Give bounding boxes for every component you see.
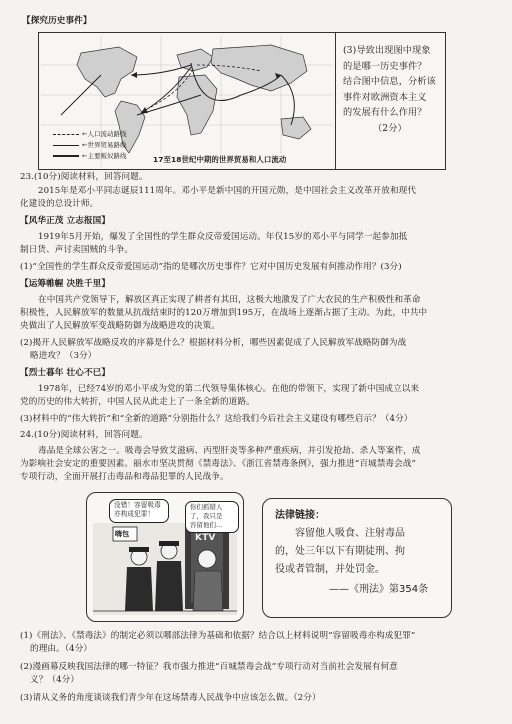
solid-line-icon [53, 145, 79, 146]
q23-section-1-line-1: 1919年5月开始，爆发了全国性的学生群众反帝爱国运动。年仅15岁的邓小平与同学一起参加抵 [38, 232, 408, 242]
q24-question-2-line-1: (2)漫画幕反映我国法律的哪一特征？我市强力推进“百城禁毒会战”专项行动对当前社会发展有何意 [20, 662, 398, 672]
cartoon-frame [86, 492, 244, 622]
q23-section-1-title: 【风华正茂 立志报国】 [20, 216, 111, 226]
q23-section-3-title: 【烈士暮年 壮心不已】 [20, 368, 111, 378]
q24-question-1-line-2: 的理由。（4分） [30, 644, 93, 654]
explore-question-3: (3)导致出现图中现象 的是哪一历史事件？ 结合图中信息，分析该 事件对欧洲资本主义 的发展有什么作用？ （2分） [343, 45, 436, 134]
explore-title: 【探究历史事件】 [22, 16, 92, 26]
thick-line-icon [53, 155, 79, 157]
q23-question-1: (1)“全国性的学生群众反帝爱国运动”指的是哪次历史事件？它对中国历史发展有何推动作用？(3分) [20, 262, 402, 272]
q23-section-2-line-3: 央做出了人民解放军变战略防御为战略进攻的决策。 [20, 321, 220, 331]
q23-section-3-line-1: 1978年，已经74岁的邓小平成为党的第二代领导集体核心。在他的带领下，实现了新中国成立以来 [38, 384, 420, 394]
law-line-3: 役或者管制，并处罚金。 [275, 564, 385, 575]
q23-section-2-line-2: 积极性，人民解放军的数量从抗战结束时的120万增加到195万，在战场上逐渐占据了主动。为此，中共中 [20, 308, 428, 318]
speech-bubble-police: 没错！容留吸毒 亦构成犯罪！ [109, 499, 169, 523]
q23-section-3-line-2: 党的历史的伟大转折，中国人民从此走上了一条全新的道路。 [20, 397, 255, 407]
q23-intro-line-2: 化建设的总设计师。 [20, 199, 99, 209]
law-source: ——《刑法》第354条 [329, 584, 429, 595]
q24-question-1-line-1: (1)《刑法》、《禁毒法》的制定必须以哪部法律为基础和依据？结合以上材料说明“容留吸毒亦构成犯罪” [20, 631, 416, 641]
law-link-title: 法律链接： [275, 510, 325, 521]
q23-question-3: (3)材料中的“伟大转折”和“全新的道路”分别指什么？这给我们今后社会主义建设有哪些启示？（4分） [20, 414, 413, 424]
q23-intro-line-1: 2015年是邓小平同志诞辰111周年。邓小平是新中国的开国元勋，是中国社会主义改革开放和现代 [38, 186, 417, 196]
q23-section-2-line-1: 在中国共产党领导下，解放区真正实现了耕者有其田，这极大地激发了广大农民的生产积极性和革命 [38, 295, 421, 305]
q24-intro-line-3: 专项行动，全面开展打击毒品和毒品犯罪的人民战争。 [20, 472, 229, 482]
q23-section-2-title: 【运筹帷幄 决胜千里】 [20, 279, 111, 289]
q23-question-2-line-1: (2)揭开人民解放军战略反攻的序幕是什么？根据材料分析，哪些因素促成了人民解放军战略防御为战 [20, 338, 407, 348]
cartoon-sign-text: 嗨包 [115, 530, 130, 538]
q23-heading: 23.(10分)阅读材料，回答问题。 [20, 172, 148, 182]
explore-figure-box [38, 32, 446, 170]
law-line-1: 容留他人吸食、注射毒品 [295, 528, 405, 539]
map-caption: 17至18世纪中期的世界贸易和人口流动 [153, 155, 287, 164]
ktv-sign: KTV [195, 533, 216, 543]
q24-question-2-line-2: 义？（4分） [30, 675, 80, 685]
q24-intro-line-2: 为影响社会安定的重要因素。丽水市坚决贯彻《禁毒法》、《浙江省禁毒条例》，强力推进“百城禁毒会战” [20, 459, 417, 469]
dashed-line-icon [53, 134, 79, 135]
legend-population: ←人口流动路线 [53, 129, 126, 138]
legend-slave: ←主要贩奴路线 [53, 151, 126, 160]
q24-question-3: (3)请从义务的角度谈谈我们青少年在这场禁毒人民战争中应该怎么做。（2分） [20, 693, 321, 703]
q23-question-2-line-2: 略进攻？（3分） [30, 351, 97, 361]
q24-heading: 24.(10分)阅读材料，回答问题。 [20, 430, 148, 440]
legend-trade: ←世界贸易路线 [53, 140, 126, 149]
law-line-2: 的，处三年以下有期徒刑、拘 [275, 546, 405, 557]
speech-bubble-suspect: 你们抓错人 了，我只是 容留他们... [185, 501, 239, 533]
q24-intro-line-1: 毒品是全球公害之一。吸毒会导致艾滋病、丙型肝炎等多种严重疾病，并引发抢劫、杀人等案件，成 [38, 446, 421, 456]
figure-divider [335, 33, 336, 169]
law-link-box [262, 498, 452, 618]
q23-section-1-line-2: 制日货、声讨卖国贼的斗争。 [20, 245, 134, 255]
